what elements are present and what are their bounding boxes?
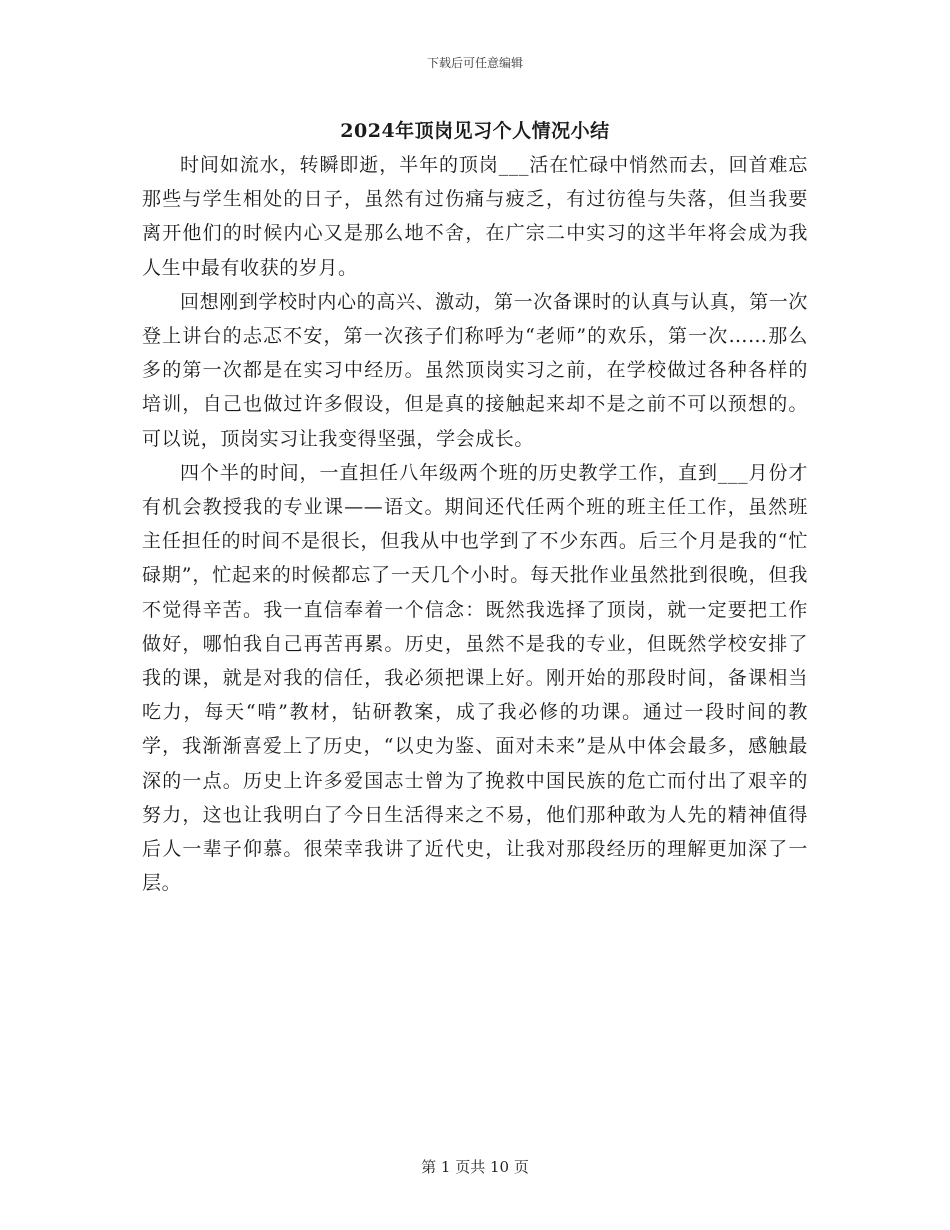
download-edit-note: 下载后可任意编辑 [426, 56, 523, 70]
document-title: 2024年顶岗见习个人情况小结 [340, 120, 610, 142]
paragraph-3: 四个半的时间，一直担任八年级两个班的历史教学工作，直到___月份才有机会教授我的专业课——语文。期间还代任两个班的班主任工作，虽然班主任担任的时间不是很长，但我从中也学到了不少东西。后三个月是我的“忙碌期”，忙起来的时候都忘了一天几个小时。每天批作业虽然批到很晚，但我不觉得辛苦。我一直信奉着一个信念：既然我选择了顶岗，就一定要把工作做好，哪怕我自己再苦再累。历史，虽然不是我的专业，但既然学校安排了我的课，就是对我的信任，我必须把课上好。刚开始的那段时间，备课相当吃力，每天“啃”教材，钻研教案，成了我必修的功课。通过一段时间的教学，我渐渐喜爱上了历史，“以史为鉴、面对未来”是从中体会最多，感触最深的一点。历史上许多爱国志士曾为了挽救中国民族的危亡而付出了艰辛的努力，这也让我明白了今日生活得来之不易，他们那种敢为人先的精神值得后人一辈子仰慕。很荣幸我讲了近代史，让我对那段经历的理解更加深了一层。 [142, 461, 808, 895]
paragraph-1: 时间如流水，转瞬即逝，半年的顶岗___活在忙碌中悄然而去，回首难忘那些与学生相处的日子，虽然有过伤痛与疲乏，有过彷徨与失落，但当我要离开他们的时候内心又是那么地不舍，在广宗二中实习的这半年将会成为我人生中最有收获的岁月。 [142, 154, 808, 279]
page-number-footer: 第 1 页共 10 页 [421, 1158, 529, 1176]
document-body [142, 148, 808, 900]
paragraph-2: 回想刚到学校时内心的高兴、激动，第一次备课时的认真与认真，第一次登上讲台的忐忑不安，第一次孩子们称呼为“老师”的欢乐，第一次……那么多的第一次都是在实习中经历。虽然顶岗实习之前，在学校做过各种各样的培训，自己也做过许多假设，但是真的接触起来却不是之前不可以预想的。可以说，顶岗实习让我变得坚强，学会成长。 [142, 290, 808, 450]
